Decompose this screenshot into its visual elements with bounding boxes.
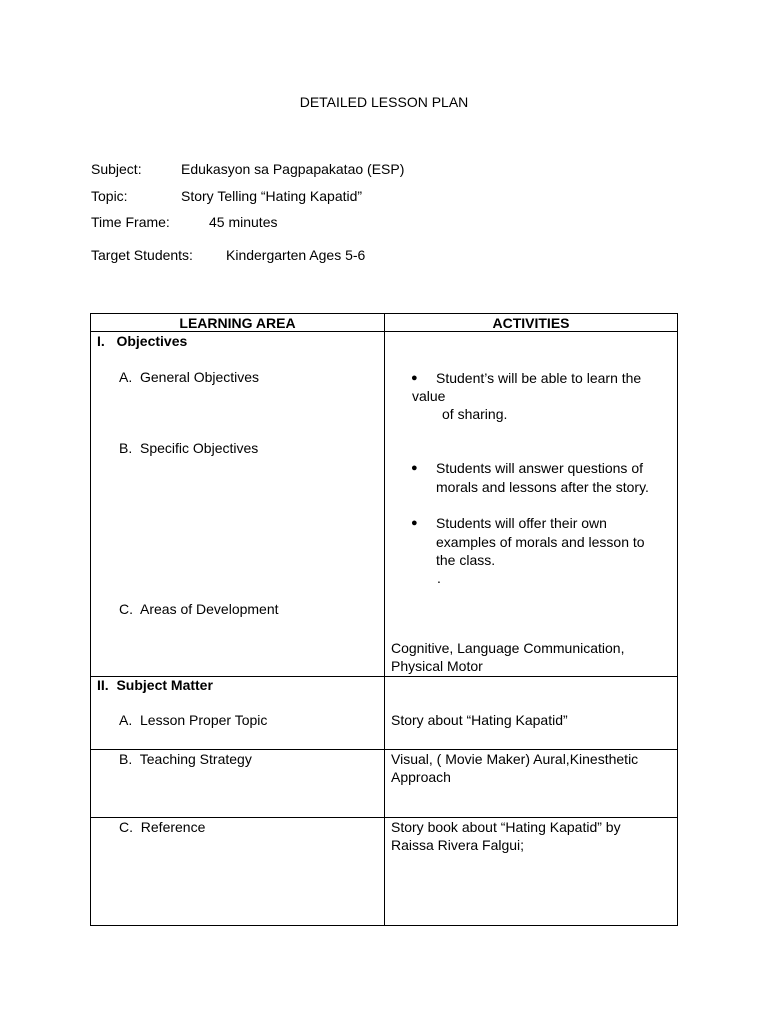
target-students-label: Target Students:: [91, 247, 193, 263]
areas-of-development-text: Cognitive, Language Communication,: [391, 640, 625, 656]
subject-matter-heading: II. Subject Matter: [97, 677, 213, 693]
header-activities: ACTIVITIES: [492, 315, 570, 331]
teaching-strategy-text: Approach: [391, 769, 451, 785]
lesson-proper-topic-label: A. Lesson Proper Topic: [119, 712, 268, 728]
objectives-heading: I. Objectives: [97, 333, 188, 349]
topic-label: Topic:: [91, 188, 128, 204]
specific-objective-1-text: morals and lessons after the story.: [436, 479, 649, 495]
header-learning-area: LEARNING AREA: [179, 315, 296, 331]
topic-value: Story Telling “Hating Kapatid”: [181, 188, 363, 204]
specific-objective-2-text: Students will offer their own: [436, 515, 607, 531]
general-objective-text: Student’s will be able to learn the: [436, 370, 642, 386]
reference-label: C. Reference: [119, 819, 206, 835]
areas-of-development-label: C. Areas of Development: [119, 601, 279, 617]
specific-objective-1-text: Students will answer questions of: [436, 460, 643, 476]
subject-value: Edukasyon sa Pagpapakatao (ESP): [181, 161, 405, 177]
column-divider: [384, 313, 385, 926]
specific-objective-2-text: .: [437, 570, 441, 586]
reference-text: Story book about “Hating Kapatid” by: [391, 819, 621, 835]
general-objective-text: of sharing.: [442, 406, 508, 422]
areas-of-development-text: Physical Motor: [391, 658, 483, 674]
document-title: DETAILED LESSON PLAN: [299, 94, 469, 110]
bullet-icon: ●: [411, 462, 418, 474]
teaching-strategy-label: B. Teaching Strategy: [119, 751, 252, 767]
time-frame-label: Time Frame:: [91, 214, 170, 230]
specific-objective-2-text: examples of morals and lesson to: [436, 534, 645, 550]
lesson-proper-topic-text: Story about “Hating Kapatid”: [391, 712, 568, 728]
specific-objectives-label: B. Specific Objectives: [119, 440, 259, 456]
time-frame-value: 45 minutes: [209, 214, 278, 230]
general-objectives-label: A. General Objectives: [119, 369, 260, 385]
specific-objective-2-text: the class.: [436, 552, 496, 568]
general-objective-text: value: [412, 388, 446, 404]
table-border-left: [90, 313, 91, 926]
target-students-value: Kindergarten Ages 5-6: [226, 247, 366, 263]
table-border-right: [677, 313, 678, 926]
reference-text: Raissa Rivera Falgui;: [391, 837, 525, 853]
bullet-icon: ●: [411, 517, 418, 529]
subject-label: Subject:: [91, 161, 142, 177]
bullet-icon: ●: [411, 372, 418, 384]
teaching-strategy-text: Visual, ( Movie Maker) Aural,Kinesthetic: [391, 751, 639, 767]
